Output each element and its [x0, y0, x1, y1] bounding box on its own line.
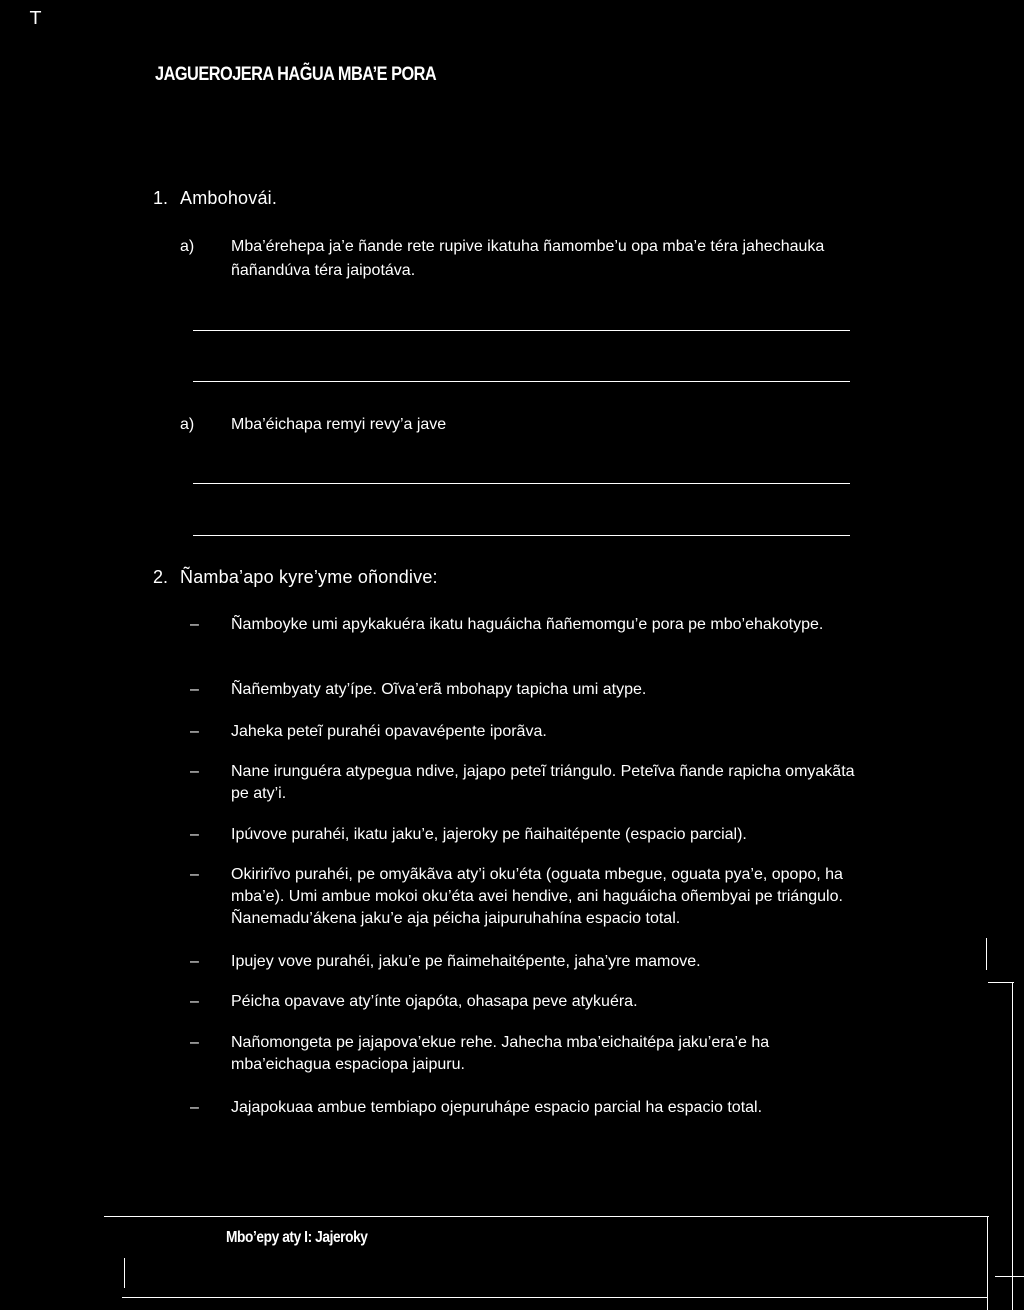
footer-rule-top — [104, 1216, 989, 1217]
bullet-dash: – — [190, 993, 199, 1010]
answer-line-4[interactable] — [193, 535, 850, 536]
question-1-title — [153, 188, 277, 209]
answer-line-2[interactable] — [193, 381, 850, 382]
bullet-item — [190, 679, 870, 701]
bullet-text: Ipujey vove purahéi, jaku’e pe ñaimehaitépente, jaha’yre mamove. — [231, 953, 701, 970]
bullet-text: Jaheka peteĩ purahéi opavavépente iporãva. — [231, 723, 547, 740]
bullet-text: Ñañembyaty aty’ípe. Oĩva’erã mbohapy tapicha umi atype. — [231, 681, 647, 698]
bullet-dash: – — [190, 866, 199, 883]
bullet-item — [190, 824, 870, 846]
bullet-dash: – — [190, 1034, 199, 1051]
page-edge-mark — [988, 982, 1014, 983]
bullet-text: Nane irunguéra atypegua ndive, jajapo peteĩ triángulo. Peteĩva ñande rapicha omyakãta pe aty’i. — [231, 763, 855, 802]
footer-title: Mbo’epy aty I: Jajeroky — [226, 1229, 368, 1246]
bullet-text: Ñamboyke umi apykakuéra ikatu haguáicha ñañemomgu’e pora pe mbo’ehakotype. — [231, 616, 824, 633]
bullet-dash: – — [190, 826, 199, 843]
bullet-dash: – — [190, 723, 199, 740]
bullet-item — [190, 761, 870, 805]
bullet-dash: – — [190, 1099, 199, 1116]
section-heading: JAGUEROJERA HAG̃UA MBA’E PORA — [155, 64, 437, 85]
bullet-item — [190, 951, 870, 973]
page-edge-mark — [1012, 982, 1013, 1310]
question-1b-label: a) — [180, 416, 195, 433]
bullet-item — [190, 864, 870, 930]
bullet-item — [190, 721, 870, 743]
page-edge-mark — [995, 1276, 1024, 1277]
bullet-item — [190, 614, 870, 636]
page-edge-mark — [987, 1216, 988, 1310]
question-1a — [180, 235, 850, 283]
bullet-dash: – — [190, 681, 199, 698]
question-1-number: 1. — [153, 188, 169, 208]
page-edge-mark — [124, 1258, 125, 1288]
answer-line-3[interactable] — [193, 483, 850, 484]
question-2-text: Ñamba’apo kyre’yme oñondive: — [180, 567, 438, 587]
question-1b-text: Mba’éichapa remyi revy’a jave — [231, 416, 447, 433]
bullet-text: Ipúvove purahéi, ikatu jaku’e, jajeroky pe ñaihaitépente (espacio parcial). — [231, 826, 747, 843]
bullet-dash: – — [190, 763, 199, 780]
bullet-item — [190, 1032, 870, 1076]
corner-mark: T — [30, 8, 41, 29]
bullet-dash: – — [190, 953, 199, 970]
bullet-text: Nañomongeta pe jajapova’ekue rehe. Jahecha mba’eichaitépa jaku’era’e ha mba’eichagua espaciopa jaipuru. — [231, 1034, 770, 1073]
bullet-item — [190, 991, 870, 1013]
question-2-number: 2. — [153, 567, 169, 587]
question-2-title — [153, 567, 438, 588]
question-1b — [180, 413, 850, 437]
footer-rule-bottom — [122, 1297, 988, 1298]
page-edge-mark — [986, 938, 987, 970]
bullet-text: Jajapokuaa ambue tembiapo ojepuruhápe espacio parcial ha espacio total. — [231, 1099, 763, 1116]
question-1a-text: Mba’érehepa ja’e ñande rete rupive ikatuha ñamombe’u opa mba’e téra jahechauka ñañandúva téra jaipotáva. — [231, 238, 825, 279]
question-1-text: Ambohovái. — [180, 188, 278, 208]
bullet-text: Okirirĩvo purahéi, pe omyãkãva aty’i oku’éta (oguata mbegue, oguata pya’e, opopo, ha mba’e). Umi ambue mokoi oku’éta avei hendive, ani haguáicha oñembyai pe triángulo. Ñanemadu’ákena jaku’e aja péicha jaipuruhahína espacio total. — [231, 866, 843, 927]
bullet-text: Péicha opavave aty’ínte ojapóta, ohasapa peve atykuéra. — [231, 993, 638, 1010]
bullet-item — [190, 1097, 870, 1119]
bullet-dash: – — [190, 616, 199, 633]
question-1a-label: a) — [180, 238, 195, 255]
answer-line-1[interactable] — [193, 330, 850, 331]
